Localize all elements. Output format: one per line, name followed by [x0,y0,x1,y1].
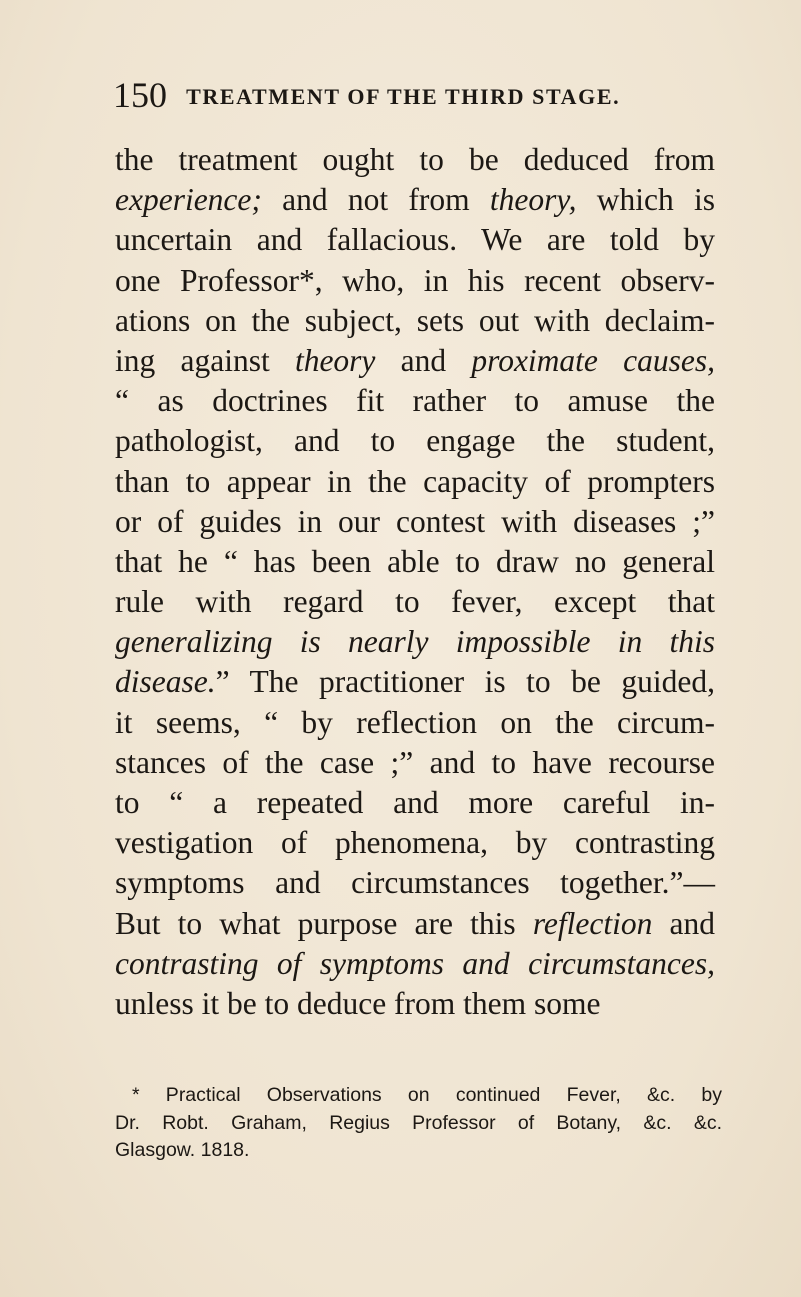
footnote-line: * Practical Observations on continued Fever, &c. by [132,1084,722,1106]
text-segment: ” The practitioner is to be guided, [215,664,715,700]
text-line [115,180,715,220]
text-line [115,341,715,381]
text-segment: it seems, “ by reflection on the circum- [115,704,715,740]
text-line [115,703,715,743]
text-line [115,984,715,1024]
text-segment: than to appear in the capacity of prompters [115,463,715,499]
text-line [115,301,715,341]
text-segment: and not from [261,182,490,218]
text-segment: symptoms and circumstances together.”— [115,865,715,901]
footnote [115,1082,722,1165]
footnote-line: Glasgow. 1818. [115,1139,250,1161]
page-header [113,74,713,116]
text-line [115,743,715,783]
text-line [115,783,715,823]
italic-text-segment: experience; [115,182,262,218]
text-line [115,421,715,461]
body-text [115,140,715,1024]
text-segment: ations on the subject, sets out with declaim- [115,302,715,338]
text-segment: rule with regard to fever, except that [115,584,715,620]
footnote-line: Dr. Robt. Graham, Regius Professor of Botany, &c. &c. [115,1111,722,1134]
italic-text-segment: theory, [489,182,577,218]
italic-text-segment: generalizing is nearly impossible in this [115,624,715,660]
text-segment: ing against [115,342,295,378]
text-line [115,261,715,301]
text-segment: unless it be to deduce from them some [115,985,601,1021]
text-segment: to “ a repeated and more careful in- [115,785,715,820]
text-line [115,622,715,662]
text-line [115,944,715,984]
text-segment: But to what purpose are this [115,905,533,941]
running-head: TREATMENT OF THE THIRD STAGE. [186,84,621,109]
italic-text-segment: disease. [115,664,216,700]
text-segment: uncertain and fallacious. We are told by [115,222,715,258]
text-segment: “ as doctrines fit rather to amuse the [115,383,715,419]
text-line [115,542,715,582]
text-segment: vestigation of phenomena, by contrasting [115,825,715,861]
text-line [115,502,715,542]
italic-text-segment: reflection [532,905,653,941]
text-segment: and [652,905,715,941]
text-segment: the treatment ought to be deduced from [115,142,715,177]
text-segment: pathologist, and to engage the student, [115,423,715,459]
text-segment: stances of the case ;” and to have recourse [115,744,715,780]
text-line [115,823,715,863]
page-number: 150 [113,75,167,115]
italic-text-segment: theory [294,342,376,378]
text-line [115,140,715,180]
text-line [115,904,715,944]
text-segment: that he “ has been able to draw no general [115,543,715,579]
text-segment: and [375,342,472,378]
text-segment: or of guides in our contest with diseases ;” [115,503,715,539]
text-segment: one Professor*, who, in his recent observ- [115,262,715,298]
text-line [115,381,715,421]
text-line [115,662,715,702]
text-line [115,863,715,903]
text-segment: which is [576,182,715,218]
text-line [115,462,715,502]
italic-text-segment: proximate causes, [471,342,715,378]
italic-text-segment: contrasting of symptoms and circumstances, [115,945,715,981]
text-line [115,220,715,260]
text-line [115,582,715,622]
